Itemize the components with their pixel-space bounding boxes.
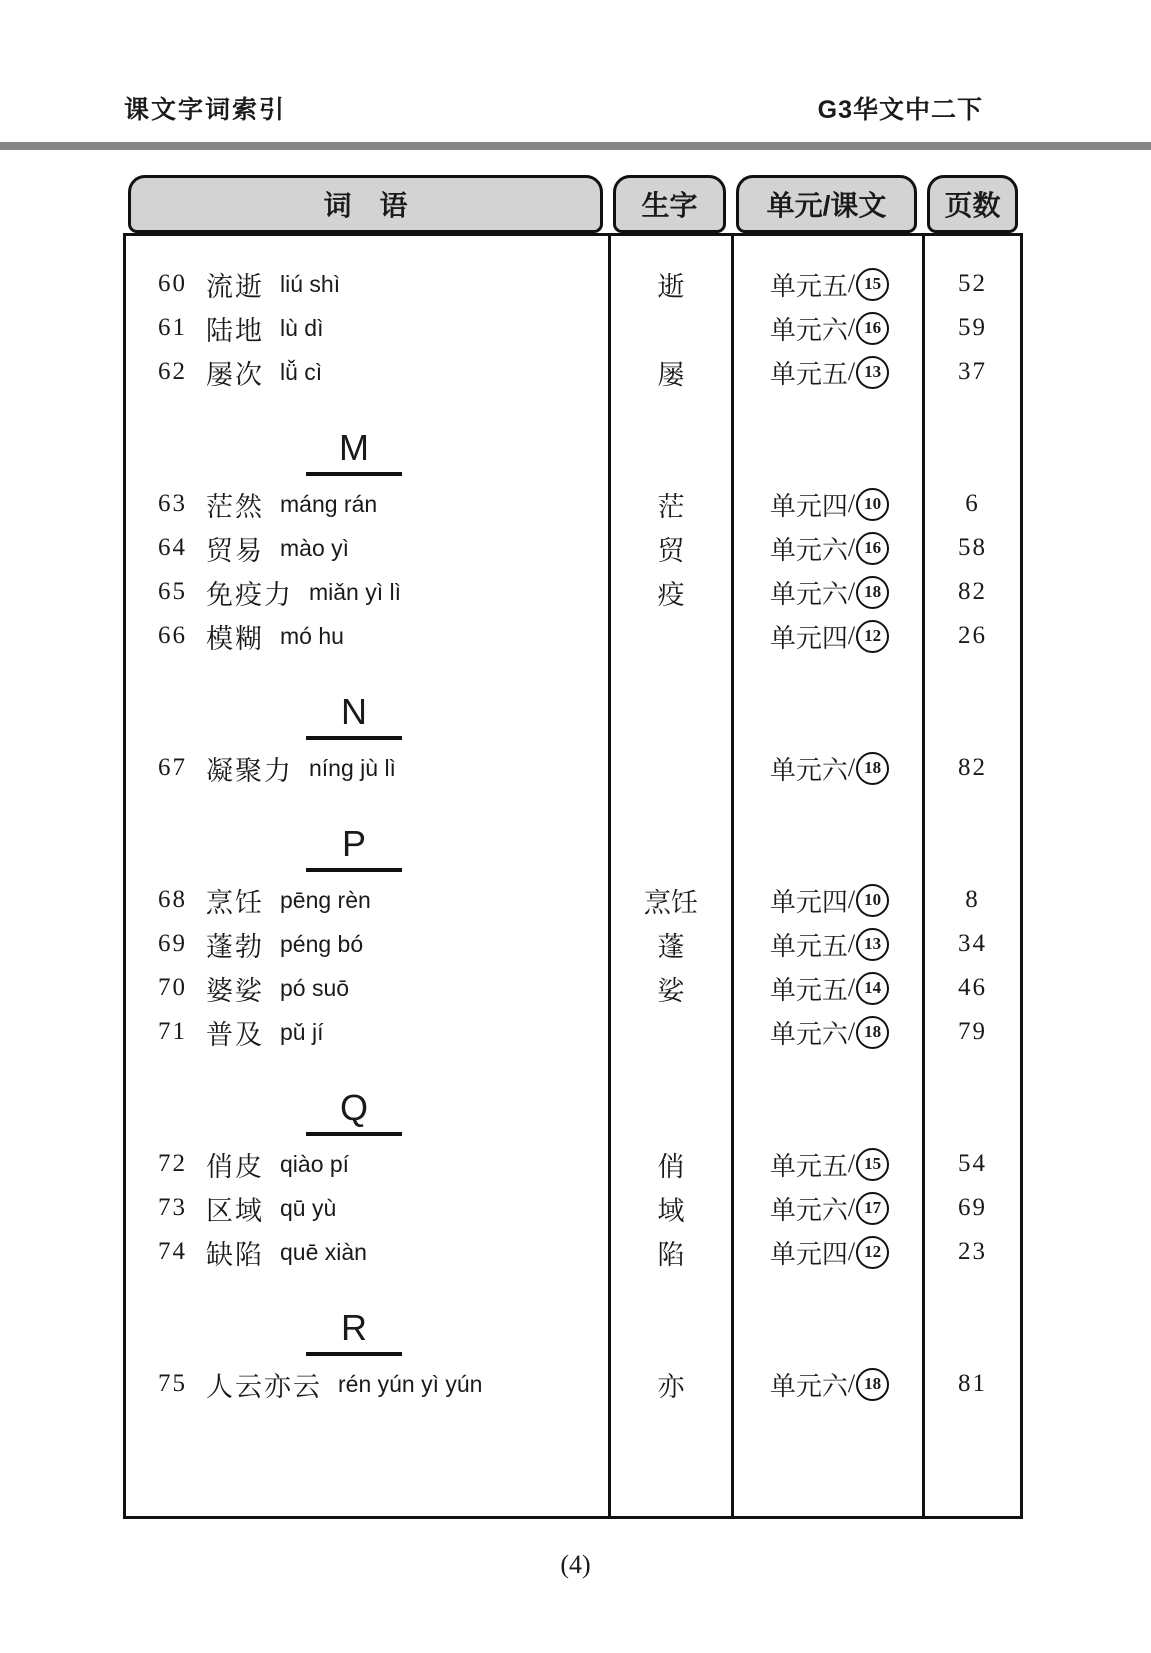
entry-pinyin: mào yì (280, 534, 350, 561)
alphabet-section-letter: Q (306, 1087, 402, 1136)
entry-number: 70 (158, 974, 187, 1001)
alphabet-section-row (126, 1274, 1020, 1362)
unit-lesson-cell (734, 1234, 925, 1271)
page-cell: 82 (958, 754, 987, 781)
word-cell (126, 353, 608, 392)
alphabet-section-row (126, 790, 1020, 878)
entry-word: 蓬勃 (206, 931, 264, 962)
page-cell: 81 (958, 1370, 987, 1397)
unit-separator: / (847, 1149, 856, 1178)
page-cell: 46 (958, 974, 987, 1001)
new-char-cell: 陷 (657, 1239, 685, 1270)
entry-word: 凝聚力 (206, 755, 293, 786)
alphabet-section-letter: N (306, 691, 402, 740)
alphabet-section-letter: M (306, 427, 402, 476)
unit-label: 单元五 (769, 931, 848, 961)
unit-lesson-cell (734, 750, 925, 787)
entry-word: 模糊 (206, 623, 264, 654)
unit-label: 单元四 (769, 887, 848, 917)
entry-number: 68 (158, 886, 187, 913)
unit-lesson-cell (734, 486, 925, 523)
unit-label: 单元五 (769, 975, 848, 1005)
word-cell (126, 573, 608, 612)
word-cell (126, 1189, 608, 1228)
lesson-number-circle: 18 (856, 752, 889, 785)
unit-separator: / (847, 1017, 856, 1046)
table-header-row (123, 175, 1023, 233)
alphabet-section-row (126, 658, 1020, 746)
unit-lesson-cell (734, 1014, 925, 1051)
table-row (126, 1362, 1020, 1406)
table-row (126, 878, 1020, 922)
page-cell: 37 (958, 358, 987, 385)
table-row (126, 262, 1020, 306)
unit-lesson-cell (734, 310, 925, 347)
unit-lesson-cell (734, 530, 925, 567)
lesson-number-circle: 10 (856, 488, 889, 521)
lesson-number-circle: 13 (856, 356, 889, 389)
word-cell (126, 749, 608, 788)
entry-number: 73 (158, 1194, 187, 1221)
entry-word: 婆娑 (206, 975, 264, 1006)
table-row (126, 966, 1020, 1010)
column-header-word: 词 语 (128, 175, 603, 233)
unit-separator: / (847, 357, 856, 386)
lesson-number-circle: 18 (856, 1368, 889, 1401)
lesson-number-circle: 13 (856, 928, 889, 961)
entry-pinyin: miǎn yì lì (309, 578, 402, 605)
unit-lesson-cell (734, 574, 925, 611)
lesson-number-circle: 12 (856, 1236, 889, 1269)
entry-word: 缺陷 (206, 1239, 264, 1270)
unit-separator: / (847, 1193, 856, 1222)
column-header-page: 页数 (927, 175, 1018, 233)
entry-pinyin: péng bó (280, 930, 364, 957)
entry-word: 陆地 (206, 315, 264, 346)
entry-number: 69 (158, 930, 187, 957)
page-cell: 79 (958, 1018, 987, 1045)
new-char-cell: 烹饪 (644, 887, 698, 918)
table-row (126, 306, 1020, 350)
unit-label: 单元六 (769, 579, 848, 609)
unit-label: 单元六 (769, 755, 848, 785)
document-title: 课文字词索引 (124, 96, 287, 124)
page-cell: 69 (958, 1194, 987, 1221)
table-row (126, 1010, 1020, 1054)
alphabet-section-letter: R (306, 1307, 402, 1356)
page-cell: 59 (958, 314, 987, 341)
entry-pinyin: liú shì (280, 270, 341, 297)
word-cell (126, 1145, 608, 1184)
page-cell: 54 (958, 1150, 987, 1177)
unit-label: 单元六 (769, 1019, 848, 1049)
page-cell: 34 (958, 930, 987, 957)
unit-label: 单元五 (769, 271, 848, 301)
unit-lesson-cell (734, 1190, 925, 1227)
entry-pinyin: pēng rèn (280, 886, 371, 913)
lesson-number-circle: 18 (856, 1016, 889, 1049)
unit-separator: / (847, 313, 856, 342)
entry-number: 60 (158, 270, 187, 297)
unit-separator: / (847, 577, 856, 606)
table-row (126, 570, 1020, 614)
entry-pinyin: níng jù lì (309, 754, 396, 781)
entry-word: 人云亦云 (206, 1371, 322, 1402)
unit-separator: / (847, 533, 856, 562)
unit-separator: / (847, 973, 856, 1002)
entry-word: 屡次 (206, 359, 264, 390)
unit-separator: / (847, 929, 856, 958)
new-char-cell: 屡 (657, 359, 685, 390)
unit-label: 单元四 (769, 623, 848, 653)
lesson-number-circle: 14 (856, 972, 889, 1005)
table-row (126, 526, 1020, 570)
word-cell (126, 925, 608, 964)
entry-number: 74 (158, 1238, 187, 1265)
table-row (126, 1186, 1020, 1230)
entry-number: 71 (158, 1018, 187, 1045)
lesson-number-circle: 12 (856, 620, 889, 653)
word-cell (126, 485, 608, 524)
new-char-cell: 疫 (657, 579, 685, 610)
column-divider (731, 236, 734, 1516)
page-cell: 58 (958, 534, 987, 561)
page-cell: 23 (958, 1238, 987, 1265)
page-cell: 8 (965, 886, 980, 913)
unit-label: 单元六 (769, 315, 848, 345)
unit-lesson-cell (734, 882, 925, 919)
unit-lesson-cell (734, 266, 925, 303)
unit-label: 单元四 (769, 491, 848, 521)
lesson-number-circle: 17 (856, 1192, 889, 1225)
new-char-cell: 茫 (657, 491, 685, 522)
word-cell (126, 881, 608, 920)
entry-number: 61 (158, 314, 187, 341)
lesson-number-circle: 16 (856, 312, 889, 345)
unit-lesson-cell (734, 1366, 925, 1403)
lesson-number-circle: 15 (856, 1148, 889, 1181)
page-number: (4) (560, 1550, 591, 1579)
header-divider-rule (0, 142, 1151, 150)
page-cell: 6 (965, 490, 980, 517)
unit-label: 单元六 (769, 535, 848, 565)
entry-pinyin: lù dì (280, 314, 324, 341)
vocabulary-index-table (123, 175, 1023, 1519)
new-char-cell: 俏 (657, 1151, 685, 1182)
table-row (126, 482, 1020, 526)
unit-label: 单元六 (769, 1195, 848, 1225)
entry-pinyin: qū yù (280, 1194, 337, 1221)
unit-label: 单元六 (769, 1371, 848, 1401)
entry-word: 区域 (206, 1195, 264, 1226)
column-header-unit-lesson: 单元/课文 (736, 175, 917, 233)
table-row (126, 1230, 1020, 1274)
unit-lesson-cell (734, 926, 925, 963)
unit-lesson-cell (734, 970, 925, 1007)
unit-separator: / (847, 489, 856, 518)
page-cell: 26 (958, 622, 987, 649)
unit-label: 单元五 (769, 1151, 848, 1181)
word-cell (126, 969, 608, 1008)
entry-number: 67 (158, 754, 187, 781)
table-row (126, 1142, 1020, 1186)
unit-separator: / (847, 621, 856, 650)
unit-separator: / (847, 885, 856, 914)
new-char-cell: 亦 (657, 1371, 685, 1402)
unit-separator: / (847, 269, 856, 298)
word-cell (126, 1233, 608, 1272)
entry-pinyin: mó hu (280, 622, 344, 649)
entry-number: 75 (158, 1370, 187, 1397)
unit-label: 单元五 (769, 359, 848, 389)
entry-pinyin: pǔ jí (280, 1018, 324, 1045)
table-row (126, 922, 1020, 966)
page-cell: 82 (958, 578, 987, 605)
column-divider (922, 236, 925, 1516)
page-cell: 52 (958, 270, 987, 297)
entry-word: 免疫力 (206, 579, 293, 610)
table-row (126, 350, 1020, 394)
book-edition-label: G3华文中二下 (817, 96, 983, 124)
unit-lesson-cell (734, 1146, 925, 1183)
alphabet-section-row (126, 1054, 1020, 1142)
unit-separator: / (847, 753, 856, 782)
entry-number: 72 (158, 1150, 187, 1177)
entry-number: 65 (158, 578, 187, 605)
lesson-number-circle: 10 (856, 884, 889, 917)
entry-pinyin: lǚ cì (280, 358, 323, 385)
entry-pinyin: pó suō (280, 974, 350, 1001)
unit-lesson-cell (734, 618, 925, 655)
lesson-number-circle: 18 (856, 576, 889, 609)
entry-word: 流逝 (206, 271, 264, 302)
unit-label: 单元四 (769, 1239, 848, 1269)
entry-number: 66 (158, 622, 187, 649)
unit-separator: / (847, 1237, 856, 1266)
entry-pinyin: máng rán (280, 490, 378, 517)
word-cell (126, 309, 608, 348)
entry-number: 62 (158, 358, 187, 385)
column-header-new-char: 生字 (613, 175, 726, 233)
new-char-cell: 蓬 (657, 931, 685, 962)
word-cell (126, 1013, 608, 1052)
new-char-cell: 娑 (657, 975, 685, 1006)
word-cell (126, 529, 608, 568)
word-cell (126, 1365, 608, 1404)
column-divider (608, 236, 611, 1516)
entry-word: 贸易 (206, 535, 264, 566)
entry-pinyin: rén yún yì yún (338, 1370, 483, 1397)
entry-word: 普及 (206, 1019, 264, 1050)
lesson-number-circle: 16 (856, 532, 889, 565)
new-char-cell: 域 (657, 1195, 685, 1226)
entry-number: 64 (158, 534, 187, 561)
table-row (126, 746, 1020, 790)
table-body (123, 233, 1023, 1519)
entry-word: 烹饪 (206, 887, 264, 918)
entry-pinyin: qiào pí (280, 1150, 350, 1177)
alphabet-section-row (126, 394, 1020, 482)
table-row (126, 614, 1020, 658)
new-char-cell: 贸 (657, 535, 685, 566)
word-cell (126, 617, 608, 656)
entry-pinyin: quē xiàn (280, 1238, 367, 1265)
unit-lesson-cell (734, 354, 925, 391)
lesson-number-circle: 15 (856, 268, 889, 301)
entry-word: 茫然 (206, 491, 264, 522)
word-cell (126, 265, 608, 304)
entry-number: 63 (158, 490, 187, 517)
entry-word: 俏皮 (206, 1151, 264, 1182)
unit-separator: / (847, 1369, 856, 1398)
new-char-cell: 逝 (657, 271, 685, 302)
alphabet-section-letter: P (306, 823, 402, 872)
